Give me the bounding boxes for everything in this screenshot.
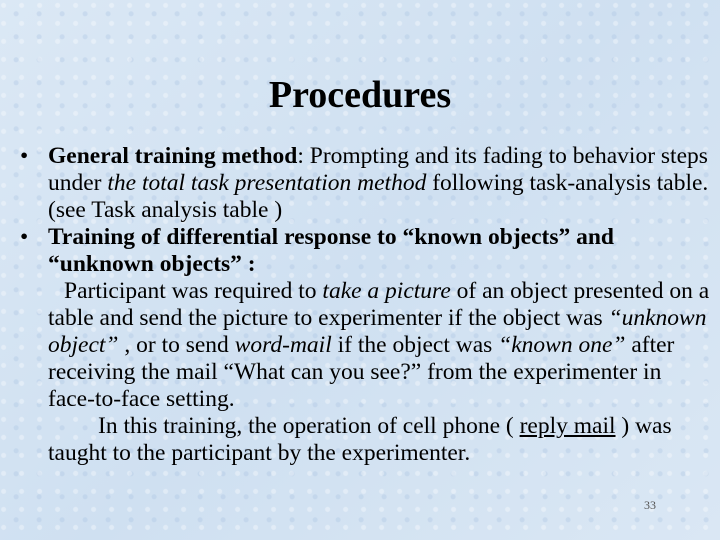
general-training-heading: General training method — [48, 143, 298, 169]
reply-mail-underline: reply mail — [519, 413, 616, 439]
page-number: 33 — [644, 498, 656, 512]
bullet-icon: • — [20, 143, 29, 169]
para1-text-b: of an object presented on a table and send the picture to experimenter if the object was — [48, 278, 710, 331]
slide-body — [20, 143, 710, 467]
take-picture-italic: take a picture — [322, 278, 451, 304]
paragraph-training — [20, 413, 710, 467]
bullet-icon: • — [20, 224, 29, 250]
para2-text-a: In this training, the operation of cell phone ( — [98, 413, 520, 439]
para1-text-c: , or to send — [118, 332, 235, 358]
para1-text-a: Participant was required to — [64, 278, 323, 304]
word-mail-italic: word-mail — [234, 332, 332, 358]
unknown-object-italic: “unknown object” — [48, 305, 707, 358]
general-training-colon: : — [297, 143, 310, 169]
bullet-differential-training — [20, 224, 710, 278]
slide-title: Procedures — [268, 74, 452, 116]
para2-text-b: ) was taught to the participant by the experimenter. — [48, 413, 672, 466]
general-training-text: Prompting and its fading to behavior steps under — [48, 143, 708, 196]
task-analysis-ref: following task-analysis table. (see Task analysis table ) — [48, 170, 709, 223]
para1-text-d: if the object was — [331, 332, 499, 358]
differential-training-heading: Training of differential response to “known objects” and “unknown objects” : — [48, 224, 614, 277]
bullet-general-training — [20, 143, 710, 224]
total-task-method: the total task presentation method — [107, 170, 427, 196]
paragraph-participant — [20, 278, 710, 413]
known-one-italic: “known one” — [498, 332, 626, 358]
para1-text-e: after receiving the mail “What can you see?” from the experimenter in face-to-face setting. — [48, 332, 675, 412]
